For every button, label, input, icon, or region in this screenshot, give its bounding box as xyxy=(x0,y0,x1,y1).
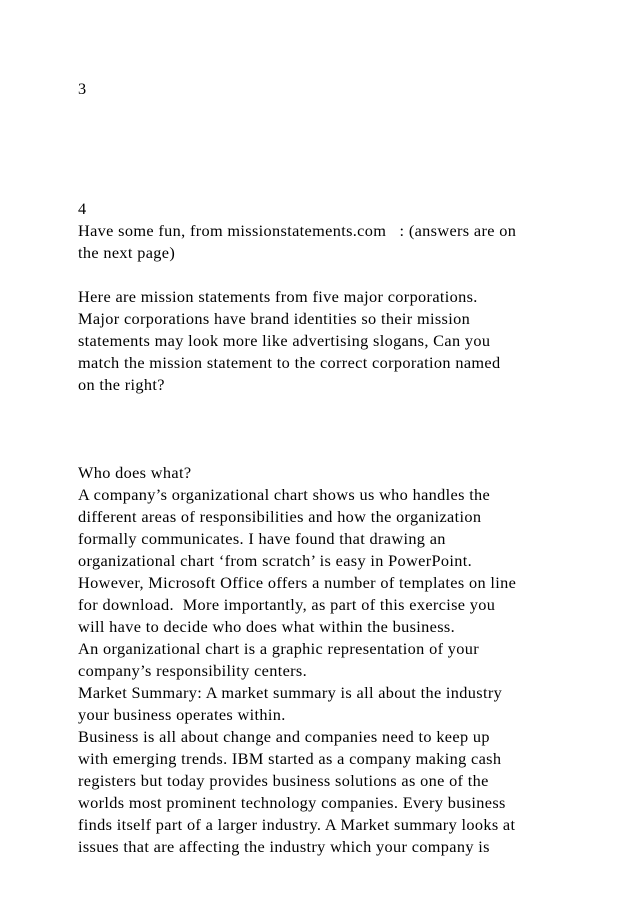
body-line: will have to decide who does what within the business. xyxy=(78,617,456,636)
body-line: with emerging trends. IBM started as a company making cash xyxy=(78,749,502,768)
mission-paragraph-line: Here are mission statements from five major corporations. xyxy=(78,287,478,306)
intro-line-2: the next page) xyxy=(78,243,176,262)
mission-paragraph-line: match the mission statement to the correct corporation named xyxy=(78,353,501,372)
body-line: issues that are affecting the industry which your company is xyxy=(78,837,490,856)
body-line: worlds most prominent technology companies. Every business xyxy=(78,793,506,812)
body-line: company’s responsibility centers. xyxy=(78,661,308,680)
body-line: your business operates within. xyxy=(78,705,286,724)
body-line: Market Summary: A market summary is all about the industry xyxy=(78,683,503,702)
section-heading: Who does what? xyxy=(78,463,192,482)
body-line: different areas of responsibilities and how the organization xyxy=(78,507,482,526)
body-line: formally communicates. I have found that drawing an xyxy=(78,529,446,548)
mission-paragraph-line: statements may look more like advertising slogans, Can you xyxy=(78,331,491,350)
body-line: Business is all about change and companies need to keep up xyxy=(78,727,490,746)
mission-paragraph-line: Major corporations have brand identities so their mission xyxy=(78,309,471,328)
section-number: 4 xyxy=(78,199,87,218)
body-line: finds itself part of a larger industry. A Market summary looks at xyxy=(78,815,516,834)
intro-line-1: Have some fun, from missionstatements.com : (answers are on xyxy=(78,221,517,240)
body-line: A company’s organizational chart shows us who handles the xyxy=(78,485,491,504)
mission-paragraph-line: on the right? xyxy=(78,375,165,394)
page-number: 3 xyxy=(78,79,87,98)
body-line: for download. More importantly, as part of this exercise you xyxy=(78,595,496,614)
body-line: An organizational chart is a graphic representation of your xyxy=(78,639,480,658)
body-line: However, Microsoft Office offers a number of templates on line xyxy=(78,573,517,592)
body-line: organizational chart ‘from scratch’ is easy in PowerPoint. xyxy=(78,551,473,570)
body-line: registers but today provides business solutions as one of the xyxy=(78,771,489,790)
